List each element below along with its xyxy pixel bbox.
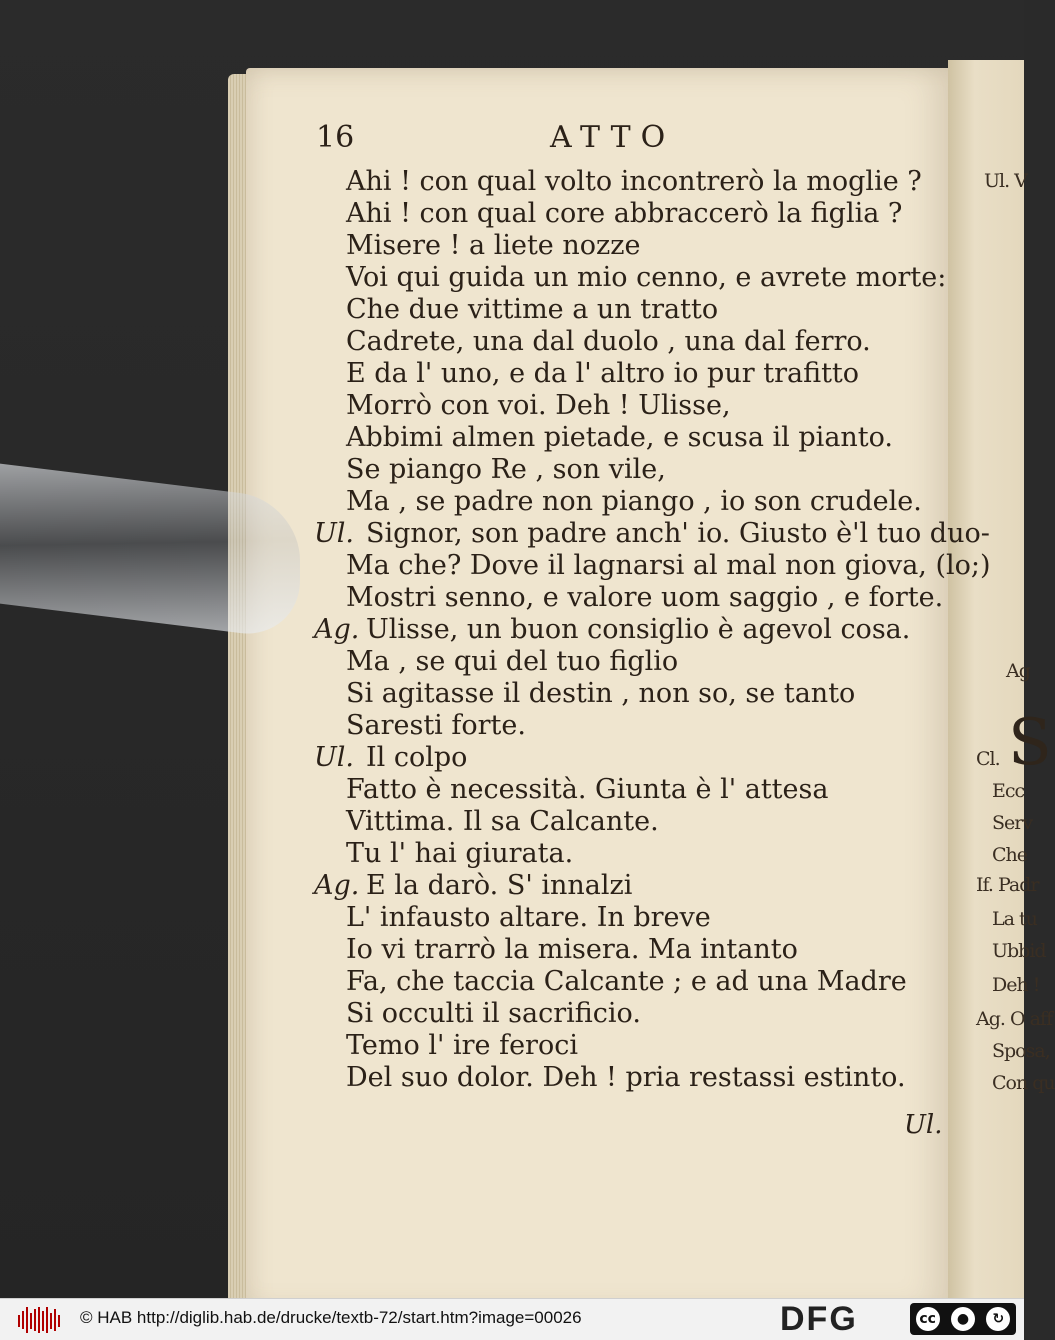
facing-page-fragment: Con qu bbox=[992, 1072, 1055, 1094]
facing-page-fragment: Sposa, bbox=[992, 1040, 1050, 1062]
verse-line: Fa, che taccia Calcante ; e ad una Madre bbox=[346, 966, 907, 997]
verse-line: Cadrete, una dal duolo , una dal ferro. bbox=[346, 326, 871, 357]
speaker-label: Ul. bbox=[314, 742, 354, 773]
facing-page-fragment: Ul. V bbox=[984, 170, 1027, 192]
catchword: Ul. bbox=[904, 1110, 943, 1140]
facing-page-fragment: Serv bbox=[992, 812, 1033, 834]
facing-page bbox=[948, 60, 1024, 1310]
speaker-label: Ul. bbox=[314, 518, 354, 549]
verse-line: Che due vittime a un tratto bbox=[346, 294, 719, 325]
running-head: ATTO bbox=[550, 120, 676, 155]
facing-page-fragment: Ecc bbox=[992, 780, 1025, 802]
verse-line: Io vi trarrò la misera. Ma intanto bbox=[346, 934, 798, 965]
verse-line: Tu l' hai giurata. bbox=[346, 838, 574, 869]
facing-page-fragment: If. Padr bbox=[976, 874, 1039, 896]
verse-line: Morrò con voi. Deh ! Ulisse, bbox=[346, 390, 731, 421]
facing-page-fragment: Che bbox=[992, 844, 1028, 866]
cc-icon: cc bbox=[916, 1307, 940, 1331]
page-number: 16 bbox=[316, 120, 355, 155]
verse-line: Il colpo bbox=[366, 742, 468, 773]
verse-line: Abbimi almen pietade, e scusa il pianto. bbox=[346, 422, 894, 453]
facing-page-fragment: Ag bbox=[1006, 660, 1030, 682]
verse-line: Misere ! a liete nozze bbox=[346, 230, 641, 261]
verse-line: Vittima. Il sa Calcante. bbox=[346, 806, 659, 837]
dfg-logo: DFG bbox=[780, 1300, 858, 1338]
facing-page-fragment: Ag. O aff bbox=[976, 1008, 1052, 1030]
verse-line: Fatto è necessità. Giunta è l' attesa bbox=[346, 774, 829, 805]
verse-line: Saresti forte. bbox=[346, 710, 526, 741]
facing-page-fragment: Cl. bbox=[976, 748, 1000, 770]
facing-page-fragment: Ubbid bbox=[992, 940, 1046, 962]
verse-line: Mostri senno, e valore uom saggio , e forte. bbox=[346, 582, 944, 613]
barcode-icon bbox=[18, 1307, 64, 1333]
verse-line: Ma che? Dove il lagnarsi al mal non giova, (lo;) bbox=[346, 550, 991, 581]
speaker-label: Ag. bbox=[314, 870, 360, 901]
verse-line: E da l' uno, e da l' altro io pur trafitto bbox=[346, 358, 860, 389]
speaker-label: Ag. bbox=[314, 614, 360, 645]
by-icon: ● bbox=[951, 1307, 975, 1331]
verse-line: Ahi ! con qual core abbraccerò la figlia ? bbox=[346, 198, 903, 229]
verse-line: Se piango Re , son vile, bbox=[346, 454, 666, 485]
sa-icon: ↻ bbox=[986, 1307, 1010, 1331]
verse-line: Si agitasse il destin , non so, se tanto bbox=[346, 678, 856, 709]
verse-line: Si occulti il sacrificio. bbox=[346, 998, 641, 1029]
verse-line: Temo l' ire feroci bbox=[346, 1030, 578, 1061]
footer-bar bbox=[0, 1298, 1024, 1340]
facing-page-fragment: Deh ! bbox=[992, 974, 1040, 996]
verse-line: Ahi ! con qual volto incontrerò la moglie ? bbox=[346, 166, 922, 197]
verse-line: L' infausto altare. In breve bbox=[346, 902, 711, 933]
cc-license-badge[interactable] bbox=[910, 1303, 1016, 1335]
verse-line: Del suo dolor. Deh ! pria restassi estinto. bbox=[346, 1062, 906, 1093]
verse-line: Ulisse, un buon consiglio è agevol cosa. bbox=[366, 614, 911, 645]
verse-line: Ma , se qui del tuo figlio bbox=[346, 646, 679, 677]
verse-line: Ma , se padre non piango , io son crudele. bbox=[346, 486, 922, 517]
verse-line: E la darò. S' innalzi bbox=[366, 870, 633, 901]
verse-line: Voi qui guida un mio cenno, e avrete morte: bbox=[346, 262, 947, 293]
copyright-link[interactable]: © HAB http://diglib.hab.de/drucke/textb-72/start.htm?image=00026 bbox=[80, 1308, 582, 1327]
facing-page-fragment: La tu bbox=[992, 908, 1037, 930]
facing-page-fragment: S bbox=[1008, 706, 1052, 780]
verse-line: Signor, son padre anch' io. Giusto è'l tuo duo- bbox=[366, 518, 990, 549]
